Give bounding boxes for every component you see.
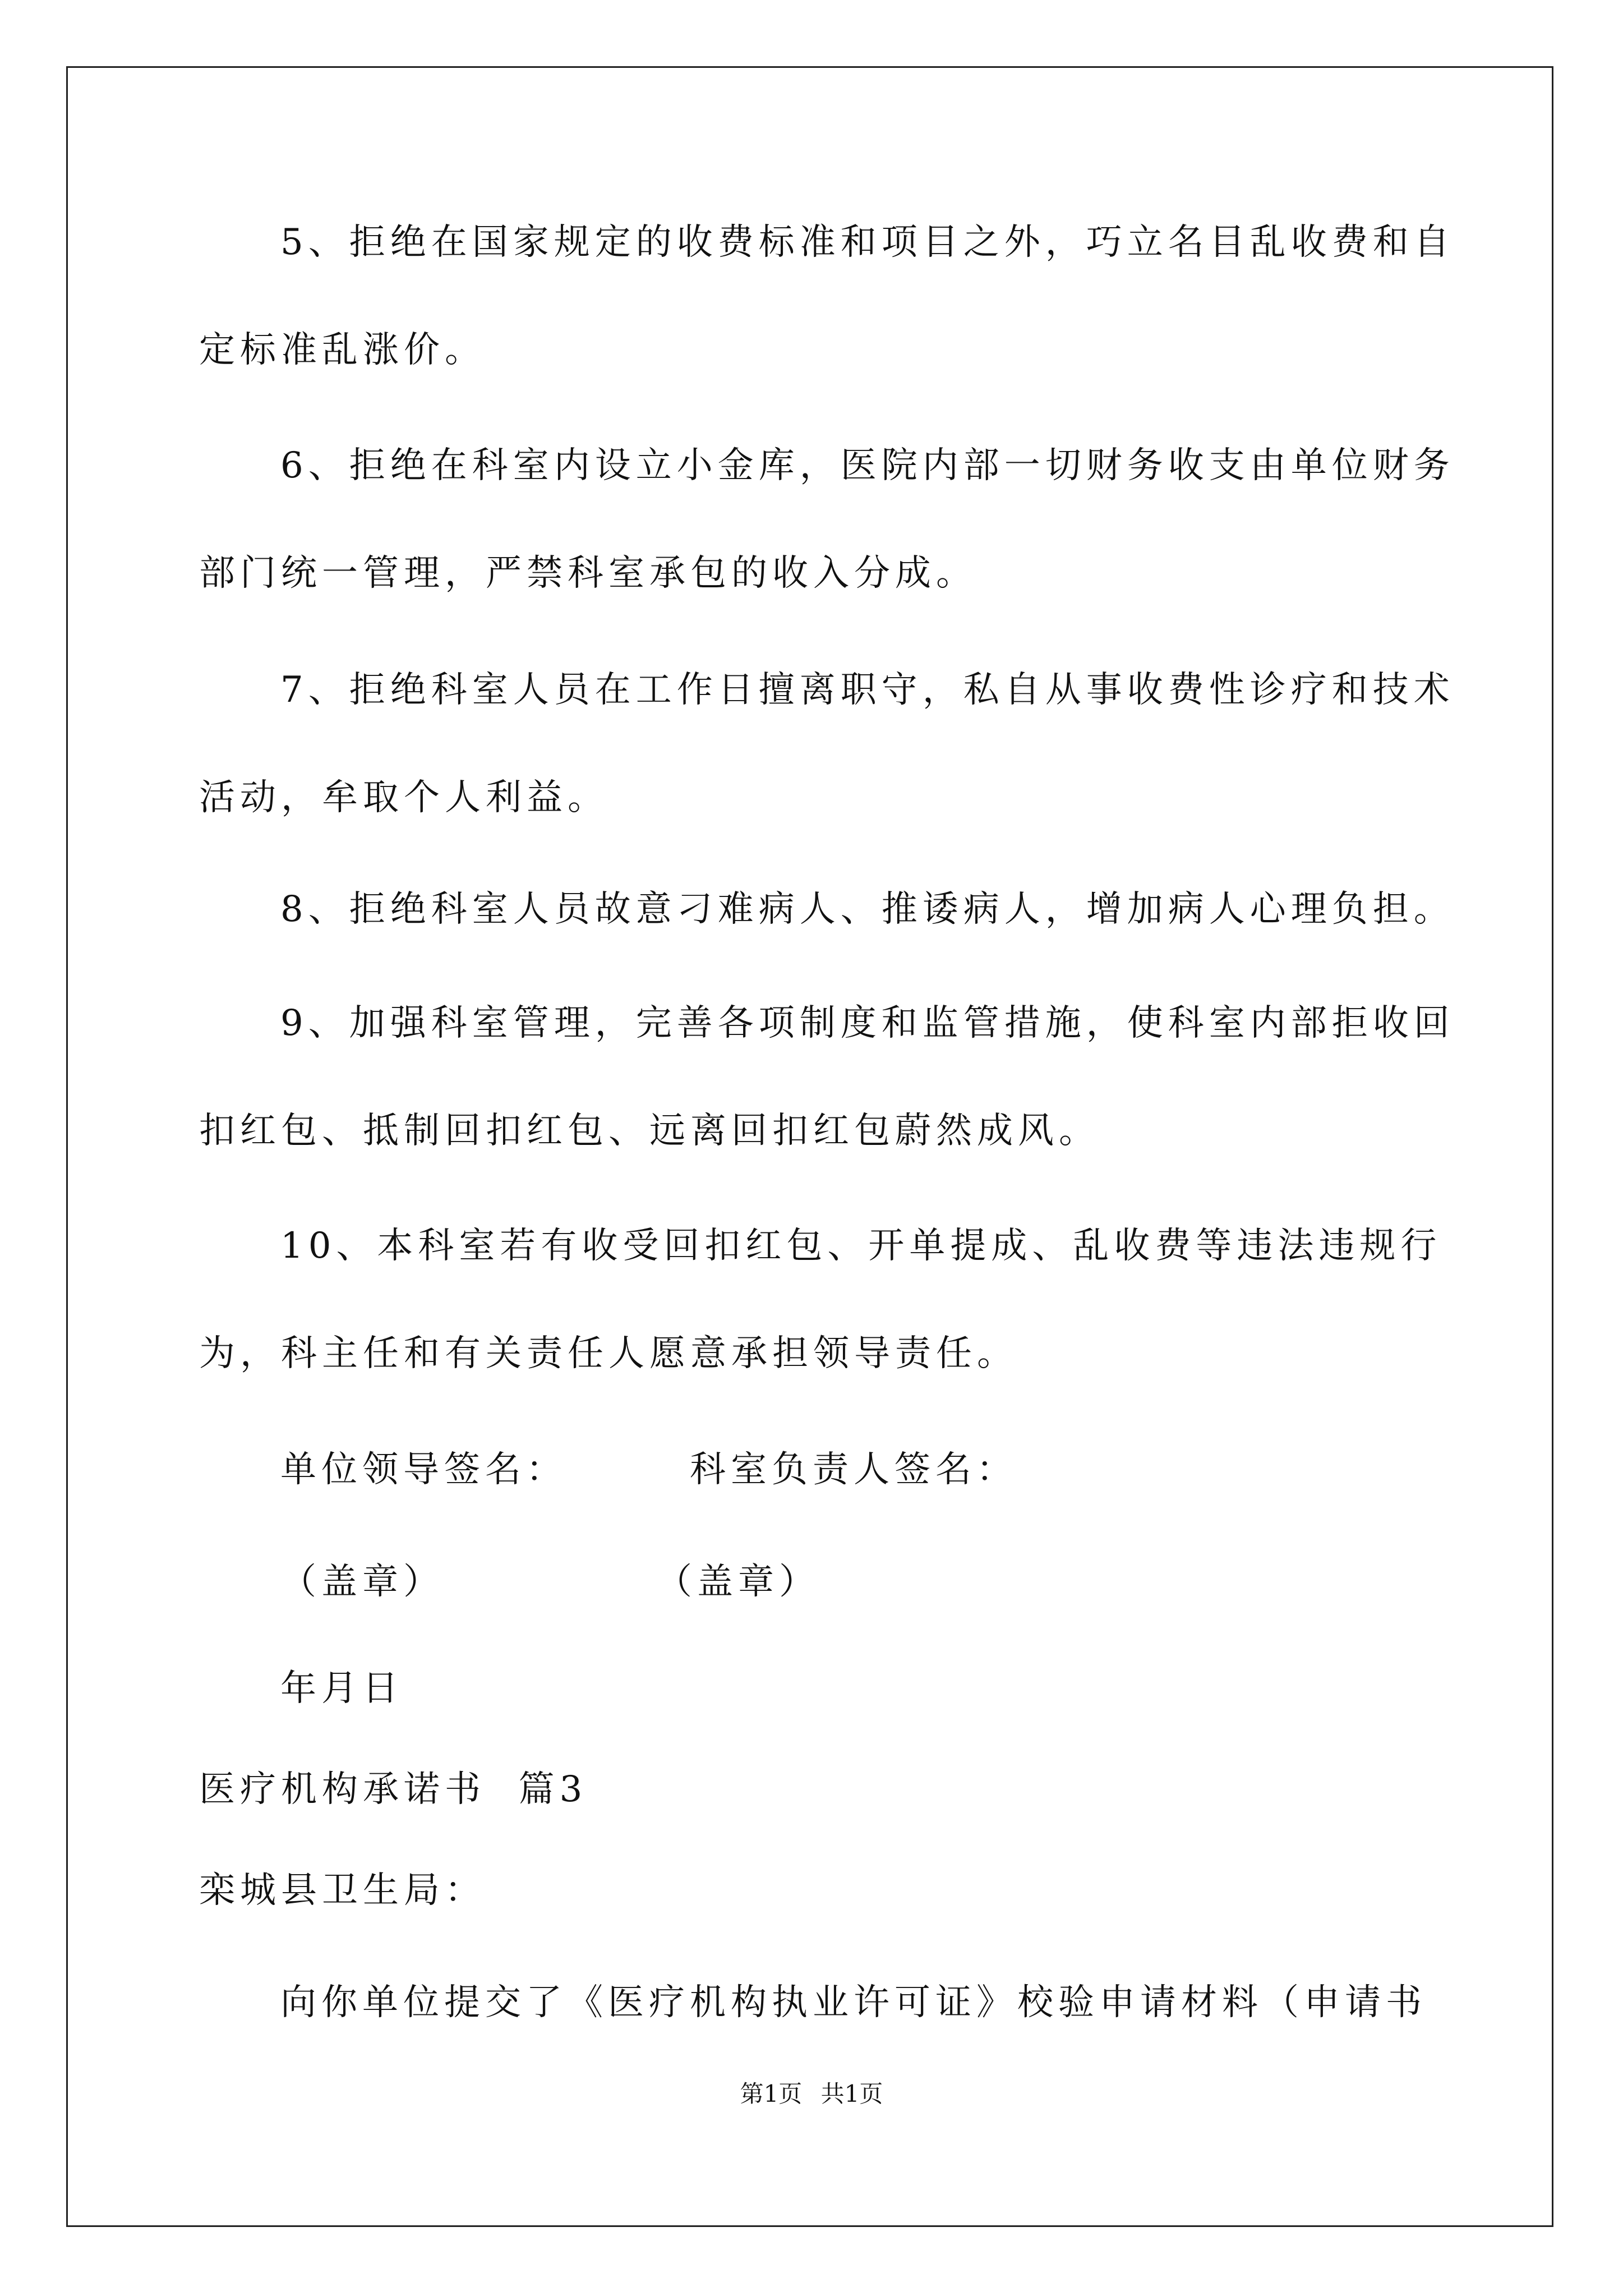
paragraph-line-10-a: 10、本科室若有收受回扣红包、开单提成、乱收费等违法违规行 <box>280 1225 1442 1267</box>
paragraph-line-9-b: 扣红包、抵制回扣红包、远离回扣红包蔚然成风。 <box>199 1110 1100 1152</box>
paragraph-line-7-a: 7、拒绝科室人员在工作日擅离职守，私自从事收费性诊疗和技术 <box>280 669 1455 711</box>
paragraph-line-6-a: 6、拒绝在科室内设立小金库，医院内部一切财务收支由单位财务 <box>280 445 1455 486</box>
page-footer <box>0 2079 1623 2109</box>
paragraph-line-5-a: 5、拒绝在国家规定的收费标准和项目之外，巧立名目乱收费和自 <box>280 222 1455 263</box>
paragraph-line-10-b: 为，科主任和有关责任人愿意承担领导责任。 <box>199 1333 1018 1374</box>
paragraph-line-8: 8、拒绝科室人员故意刁难病人、推诿病人，增加病人心理负担。 <box>280 889 1455 930</box>
page-number: 第1页 <box>740 2080 803 2108</box>
body-start-line: 向你单位提交了《医疗机构执业许可证》校验申请材料（申请书 <box>280 1982 1427 2023</box>
unit-leader-signature-label: 单位领导签名： <box>280 1449 567 1490</box>
paragraph-line-9-a: 9、加强科室管理，完善各项制度和监管措施，使科室内部拒收回 <box>280 1002 1455 1044</box>
dept-head-signature-label: 科室负责人签名： <box>690 1449 1017 1490</box>
paragraph-line-5-b: 定标准乱涨价。 <box>199 329 486 371</box>
page-total: 共1页 <box>820 2080 883 2108</box>
seal-left: （盖章） <box>280 1561 444 1603</box>
paragraph-line-6-b: 部门统一管理，严禁科室承包的收入分成。 <box>199 553 977 594</box>
section-heading: 医疗机构承诺书 篇3 <box>199 1769 588 1810</box>
addressee: 栾城县卫生局： <box>199 1870 486 1911</box>
seal-right: （盖章） <box>656 1561 820 1603</box>
date-label: 年月日 <box>280 1668 403 1709</box>
paragraph-line-7-b: 活动，牟取个人利益。 <box>199 777 608 818</box>
